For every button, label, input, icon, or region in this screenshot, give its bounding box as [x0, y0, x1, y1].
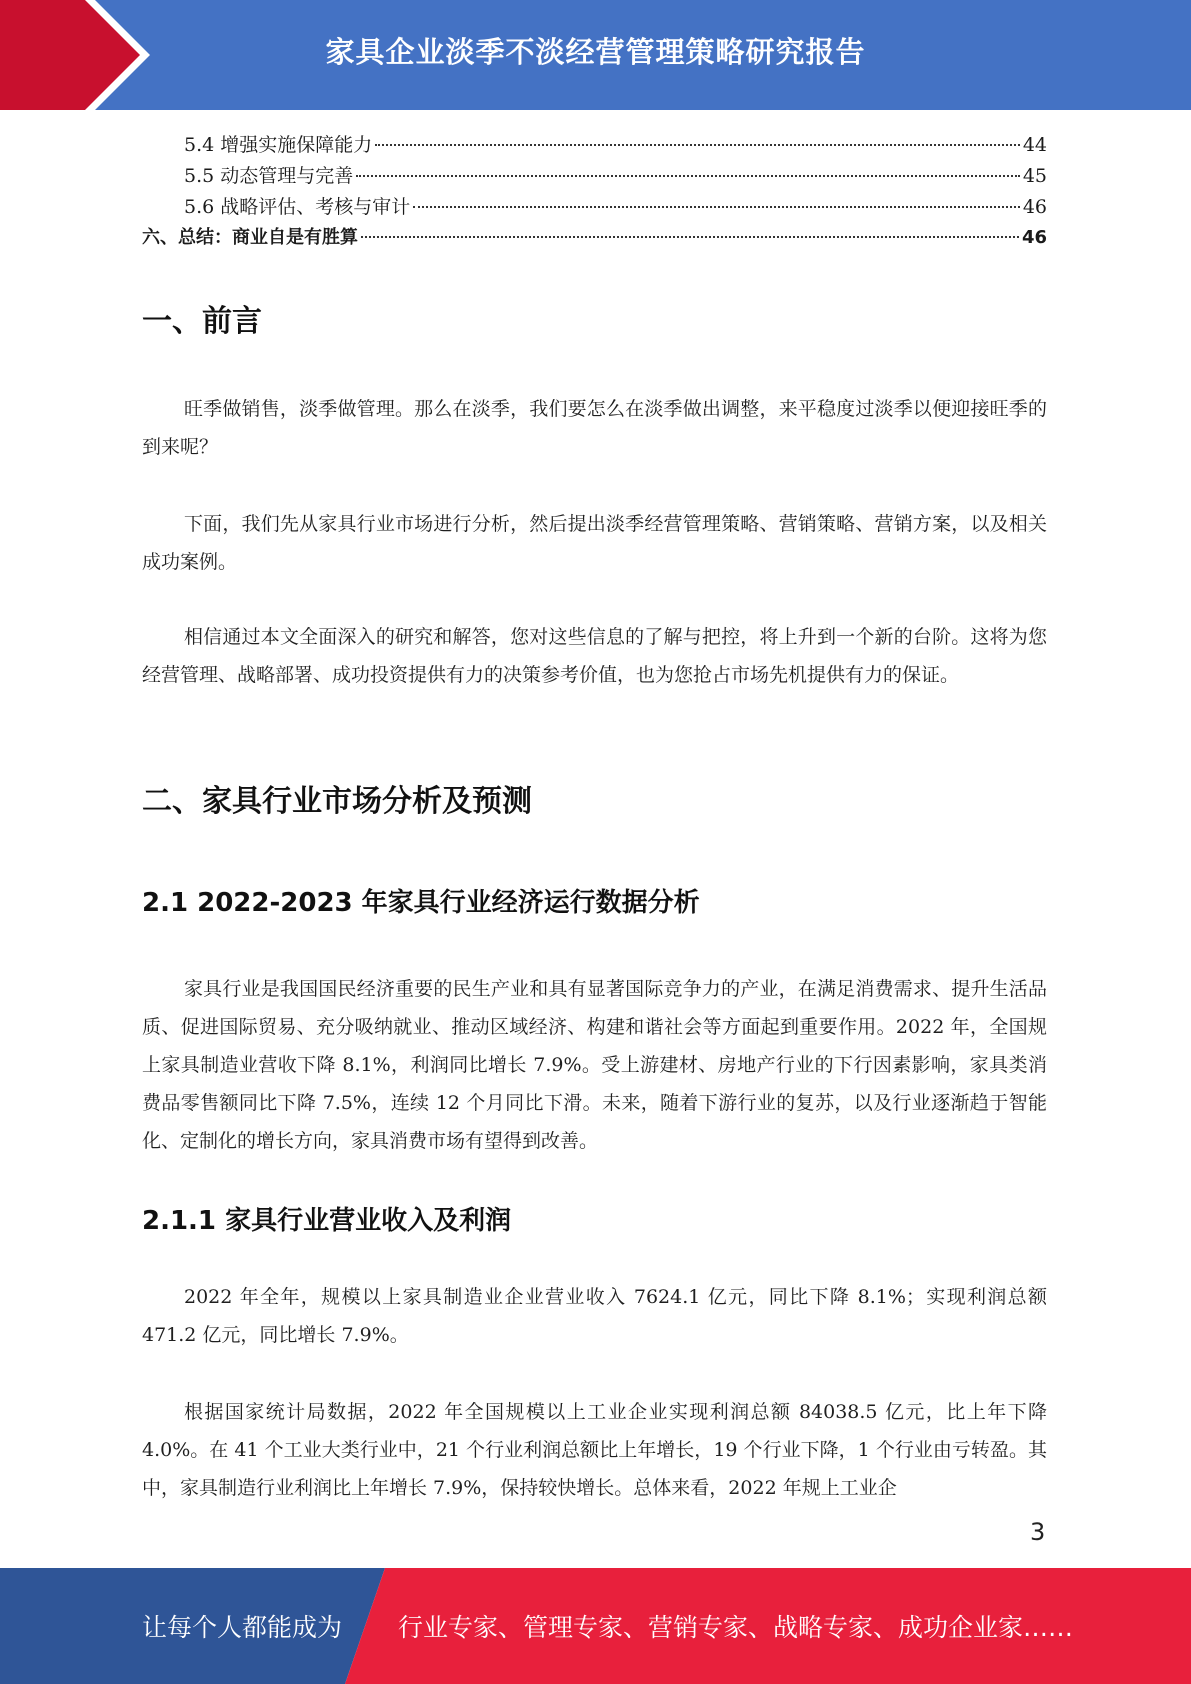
toc-entry-label: 5.5 动态管理与完善	[184, 165, 354, 187]
toc-entry-page: 44	[1022, 134, 1047, 156]
page-header	[0, 0, 1191, 110]
toc-entry[interactable]	[142, 130, 1047, 158]
paragraph: 旺季做销售，淡季做管理。那么在淡季，我们要怎么在淡季做出调整，来平稳度过淡季以便迎接旺季的到来呢？	[142, 398, 1047, 458]
section-heading: 二、家具行业市场分析及预测	[142, 784, 532, 819]
paragraph: 根据国家统计局数据，2022 年全国规模以上工业企业实现利润总额 84038.5 亿元，比上年下降 4.0%。在 41 个工业大类行业中，21 个行业利润总额比上年增长，19 个行业下降，1 个行业由亏转盈。其中，家具制造行业利润比上年增长 7.9%，保持较快增长。总体来看，2022 年规上工业企	[142, 1401, 1047, 1499]
toc-leader	[356, 175, 1020, 177]
subsection-heading: 2.1.1 家具行业营业收入及利润	[142, 1206, 512, 1236]
footer-slogan-right: 行业专家、管理专家、营销专家、战略专家、成功企业家……	[398, 1613, 1074, 1642]
report-title: 家具企业淡季不淡经营管理策略研究报告	[325, 34, 866, 69]
page-footer	[0, 1568, 1191, 1684]
toc-leader	[413, 206, 1020, 208]
toc-leader	[361, 236, 1019, 238]
toc-entry[interactable]	[142, 192, 1047, 220]
footer-slogan-left: 让每个人都能成为	[142, 1613, 343, 1642]
toc-entry[interactable]	[142, 161, 1047, 189]
subsection-heading: 2.1 2022-2023 年家具行业经济运行数据分析	[142, 888, 700, 918]
paragraph: 相信通过本文全面深入的研究和解答，您对这些信息的了解与把控，将上升到一个新的台阶。这将为您经营管理、战略部署、成功投资提供有力的决策参考价值，也为您抢占市场先机提供有力的保证。	[142, 626, 1047, 686]
toc-leader	[375, 144, 1020, 146]
toc-entry-label: 5.4 增强实施保障能力	[184, 134, 373, 156]
paragraph: 家具行业是我国国民经济重要的民生产业和具有显著国际竞争力的产业，在满足消费需求、提升生活品质、促进国际贸易、充分吸纳就业、推动区域经济、构建和谐社会等方面起到重要作用。2022 年，全国规上家具制造业营收下降 8.1%，利润同比增长 7.9%。受上游建材、房地产行业的下行因素影响，家具类消费品零售额同比下降 7.5%，连续 12 个月同比下滑。未来，随着下游行业的复苏，以及行业逐渐趋于智能化、定制化的增长方向，家具消费市场有望得到改善。	[142, 978, 1047, 1152]
paragraph: 2022 年全年，规模以上家具制造业企业营业收入 7624.1 亿元，同比下降 8.1%；实现利润总额 471.2 亿元，同比增长 7.9%。	[142, 1286, 1047, 1346]
toc-entry-page: 46	[1021, 227, 1047, 248]
toc-entry-label: 六、总结：商业自是有胜算	[142, 227, 358, 248]
toc-entry-page: 45	[1022, 165, 1047, 187]
section-heading: 一、前言	[142, 304, 262, 339]
toc-entry-major[interactable]	[142, 223, 1047, 251]
toc-entry-page: 46	[1022, 196, 1047, 218]
paragraph: 下面，我们先从家具行业市场进行分析，然后提出淡季经营管理策略、营销策略、营销方案，以及相关成功案例。	[142, 513, 1047, 573]
toc-entry-label: 5.6 战略评估、考核与审计	[184, 196, 411, 218]
header-arrow-decoration	[0, 0, 160, 110]
page-number: 3	[1030, 1518, 1046, 1546]
